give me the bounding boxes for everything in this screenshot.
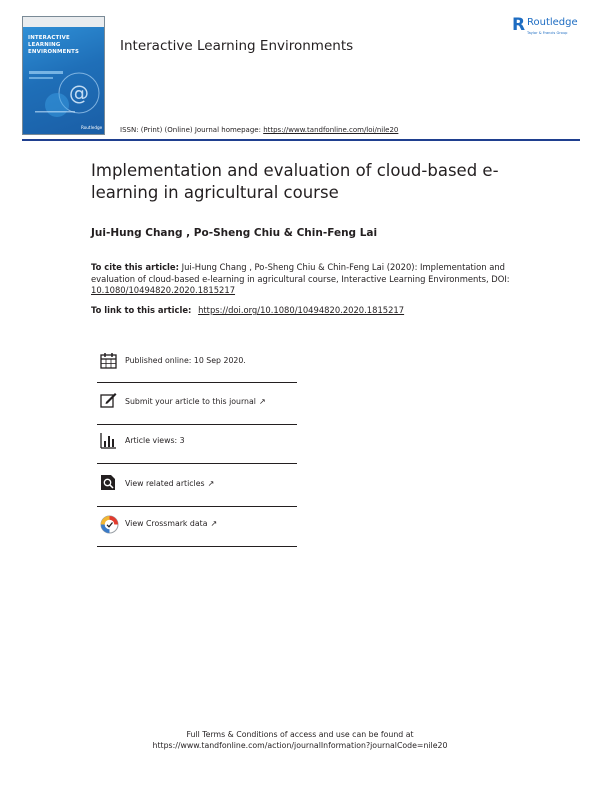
cover-title-line: LEARNING	[28, 42, 61, 48]
calendar-icon	[100, 352, 117, 369]
footer	[0, 729, 600, 751]
publisher-tagline: Taylor & Francis Group	[527, 31, 568, 35]
journal-homepage-link[interactable]: https://www.tandfonline.com/loi/nile20	[263, 126, 399, 134]
cover-graphic	[27, 67, 101, 122]
article-link-line	[91, 305, 404, 315]
publisher-name: Routledge	[527, 17, 578, 28]
edit-icon	[100, 391, 117, 408]
crossmark-text	[125, 519, 217, 528]
at-sign-icon: @	[69, 81, 89, 105]
routledge-r-icon: R	[512, 15, 526, 35]
submit-article-label: Submit your article to this journal	[125, 397, 256, 406]
published-date-text: Published online: 10 Sep 2020.	[125, 356, 246, 365]
article-doi-link[interactable]: https://doi.org/10.1080/10494820.2020.1815217	[198, 305, 405, 315]
item-divider	[97, 424, 297, 425]
cover-title-line: ENVIRONMENTS	[28, 49, 80, 55]
citation-block	[91, 262, 516, 297]
cite-label: To cite this article:	[91, 262, 179, 272]
cover-publisher-mark: Routledge	[81, 125, 103, 130]
link-label: To link to this article:	[91, 305, 192, 315]
journal-name: Interactive Learning Environments	[120, 38, 354, 54]
cover-top-strip	[23, 17, 104, 27]
issn-line	[120, 126, 398, 134]
search-document-icon	[100, 474, 117, 491]
cover-artwork	[23, 27, 104, 134]
item-divider	[97, 546, 297, 547]
publisher-logo[interactable]	[512, 14, 592, 44]
crossmark-icon	[100, 515, 119, 534]
external-link-icon: ↗	[210, 519, 218, 528]
cite-text: Jui-Hung Chang , Po-Sheng Chiu & Chin-Feng Lai (2020): Implementation and evaluation of cloud-based e-learning in agricultural course, Interactive Learning Environments, DOI:	[91, 262, 510, 284]
footer-terms-text: Full Terms & Conditions of access and use can be found at	[186, 730, 414, 739]
external-link-icon: ↗	[207, 479, 215, 488]
crossmark-label: View Crossmark data	[125, 519, 208, 528]
crossmark-link[interactable]	[97, 512, 297, 550]
item-divider	[97, 506, 297, 507]
article-views-text: Article views: 3	[125, 436, 185, 445]
header-divider	[22, 139, 580, 141]
footer-terms-link[interactable]: https://www.tandfonline.com/action/journalInformation?journalCode=nile20	[152, 741, 448, 750]
bar-chart-icon	[100, 432, 117, 449]
cover-title-line: INTERACTIVE	[28, 35, 70, 41]
issn-text: ISSN: (Print) (Online) Journal homepage:	[120, 126, 261, 134]
article-authors: Jui-Hung Chang , Po-Sheng Chiu & Chin-Feng Lai	[91, 227, 378, 239]
item-divider	[97, 463, 297, 464]
item-divider	[97, 382, 297, 383]
submit-article-text	[125, 397, 266, 406]
related-articles-label: View related articles	[125, 479, 205, 488]
cite-doi-link[interactable]: 10.1080/10494820.2020.1815217	[91, 285, 236, 295]
article-title: Implementation and evaluation of cloud-based e-learning in agricultural course	[91, 161, 499, 202]
related-articles-link[interactable]	[97, 469, 297, 507]
related-articles-text	[125, 479, 214, 488]
submit-article-link[interactable]	[97, 388, 297, 426]
journal-cover	[22, 16, 105, 135]
external-link-icon: ↗	[258, 397, 266, 406]
